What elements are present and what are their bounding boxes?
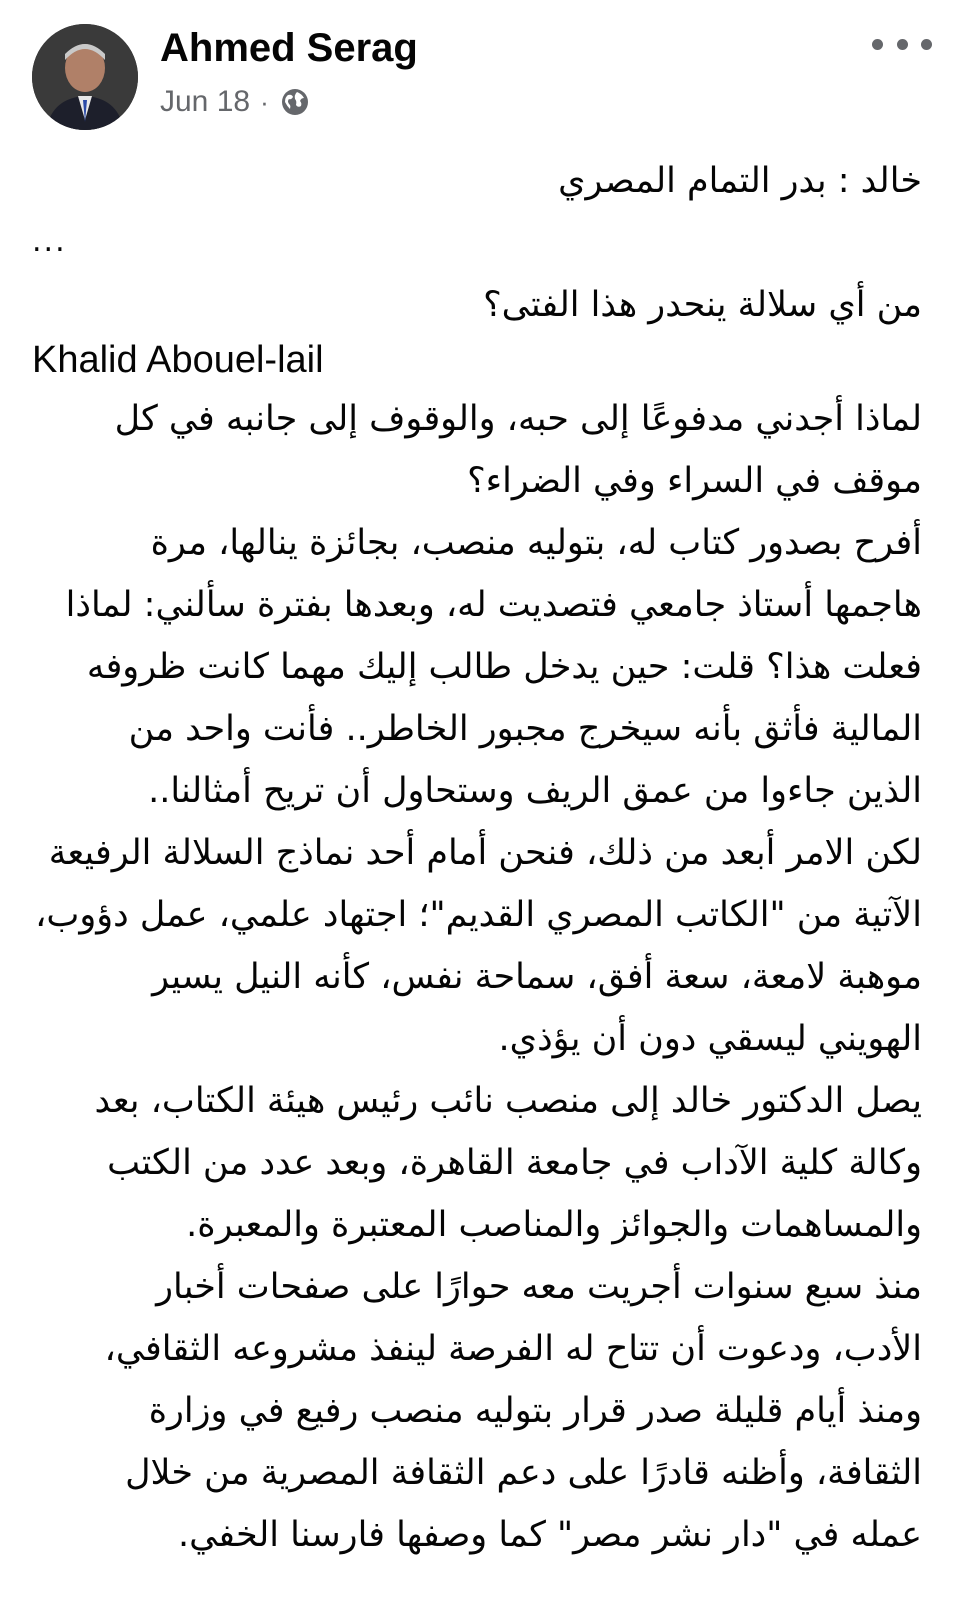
post-text-line: موقف في السراء وفي الضراء؟ bbox=[467, 461, 922, 501]
post-meta bbox=[160, 82, 311, 122]
post-date[interactable]: Jun 18 bbox=[160, 85, 251, 118]
post-text-line: الأدب، ودعوت أن تتاح له الفرصة لينفذ مشروعه الثقافي، bbox=[104, 1329, 922, 1369]
post-header bbox=[0, 0, 975, 140]
post-body bbox=[32, 150, 922, 1600]
post-text-line: أفرح بصدور كتاب له، بتوليه منصب، بجائزة ينالها، مرة bbox=[150, 523, 922, 563]
post-text-line: فعلت هذا؟ قلت: حين يدخل طالب إليك مهما كانت ظروفه bbox=[86, 647, 922, 687]
post-text-line: يصل الدكتور خالد إلى منصب نائب رئيس هيئة الكتاب، بعد bbox=[94, 1081, 922, 1121]
post-text-line: منذ سبع سنوات أجريت معه حوارًا على صفحات أخبار bbox=[156, 1267, 922, 1307]
post-text-line: والمساهمات والجوائز والمناصب المعتبرة والمعبرة. bbox=[186, 1205, 922, 1245]
post-text-line: الآتية من "الكاتب المصري القديم"؛ اجتهاد علمي، عمل دؤوب، bbox=[35, 895, 922, 935]
post-text-line: ومنذ أيام قليلة صدر قرار بتوليه منصب رفيع في وزارة bbox=[148, 1391, 922, 1431]
post-text-line: المالية فأثق بأنه سيخرج مجبور الخاطر.. فأنت واحد من bbox=[128, 709, 922, 749]
post-text-line: هاجمها أستاذ جامعي فتصديت له، وبعدها بفترة سألني: لماذا bbox=[65, 585, 922, 625]
post-text bbox=[32, 388, 922, 1566]
post-text-line: الثقافة، وأظنه قادرًا على دعم الثقافة المصرية من خلال bbox=[125, 1453, 922, 1493]
post-text-line: موهبة لامعة، سعة أفق، سماحة نفس، كأنه النيل يسير bbox=[152, 957, 922, 997]
globe-icon[interactable] bbox=[279, 86, 311, 118]
avatar[interactable] bbox=[32, 24, 138, 130]
ellipsis-text: ... bbox=[32, 224, 67, 259]
question-line: من أي سلالة ينحدر هذا الفتى؟ bbox=[483, 285, 922, 325]
more-options-icon[interactable] bbox=[872, 26, 932, 62]
post-text-line: لكن الامر أبعد من ذلك، فنحن أمام أحد نماذج السلالة الرفيعة bbox=[48, 833, 922, 873]
post-text-line: الهويني ليسقي دون أن يؤذي. bbox=[498, 1019, 922, 1059]
author-name[interactable]: Ahmed Serag bbox=[160, 26, 418, 70]
meta-separator: · bbox=[260, 86, 269, 117]
avatar-image bbox=[32, 24, 138, 130]
post-text-line: لماذا أجدني مدفوعًا إلى حبه، والوقوف إلى جانبه في كل bbox=[114, 399, 922, 439]
post-text-line: عمله في "دار نشر مصر" كما وصفها فارسنا الخفي. bbox=[178, 1515, 922, 1555]
post-text-line: وكالة كلية الآداب في جامعة القاهرة، وبعد عدد من الكتب bbox=[107, 1143, 922, 1183]
tagged-name-link[interactable]: Khalid Abouel-lail bbox=[32, 339, 324, 381]
post-title-line: خالد : بدر التمام المصري bbox=[558, 161, 922, 201]
post-text-line: الذين جاءوا من عمق الريف وستحاول أن تريح أمثالنا.. bbox=[148, 771, 922, 811]
